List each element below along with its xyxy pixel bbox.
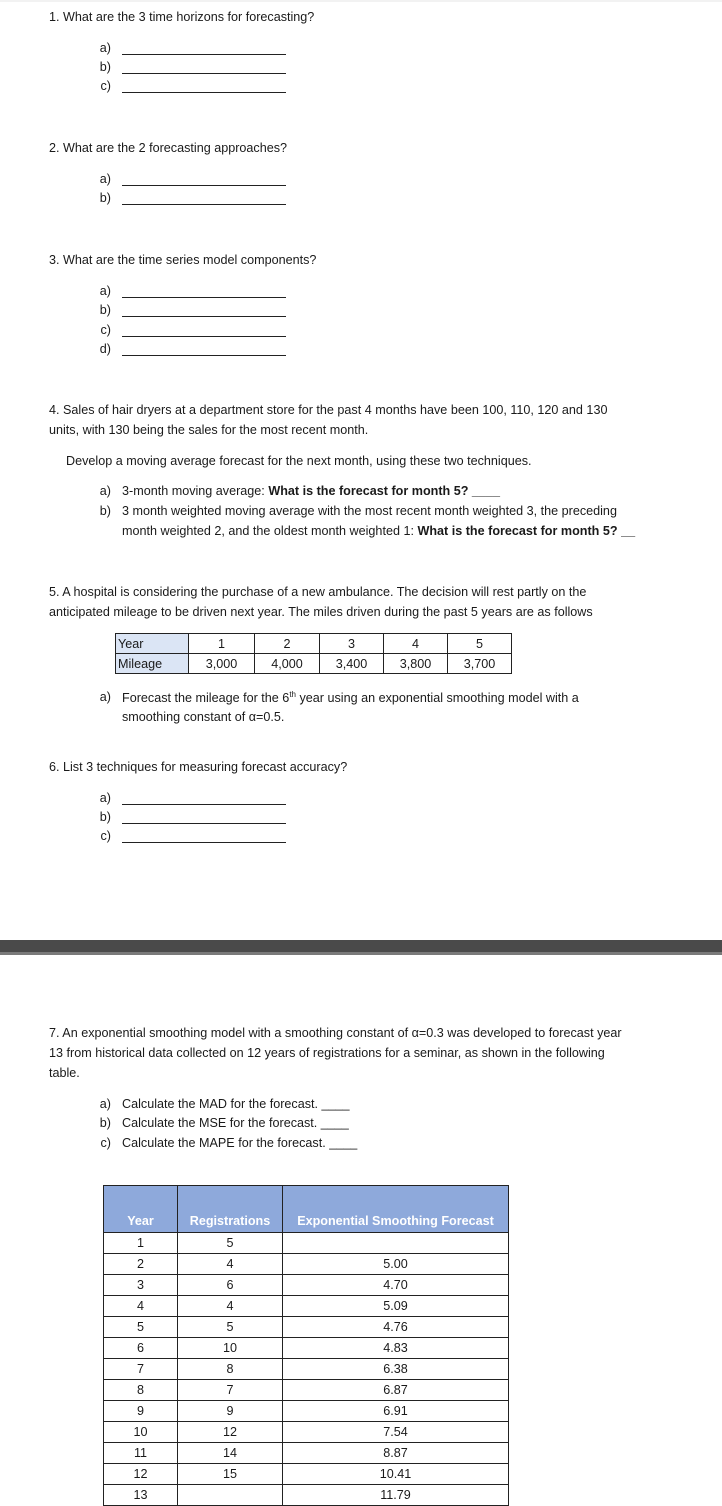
table-row — [104, 1296, 509, 1317]
registrations-cell: 4 — [178, 1254, 283, 1275]
question-7-title-line3: table. — [49, 1066, 80, 1080]
q2-answer-blank-b[interactable] — [122, 192, 286, 205]
table-row — [104, 1359, 509, 1380]
year-cell: 11 — [104, 1443, 178, 1464]
q3-answer-blank-b[interactable] — [122, 304, 286, 317]
registrations-cell: 5 — [178, 1317, 283, 1338]
question-7-title-line2: 13 from historical data collected on 12 years of registrations for a seminar, as shown in the following — [49, 1046, 605, 1060]
table-row — [104, 1233, 509, 1254]
q1-letter-c: c) — [100, 79, 111, 93]
table-row — [104, 1254, 509, 1275]
table-row — [104, 1485, 509, 1506]
header-registrations: Registrations — [178, 1186, 283, 1233]
year-cell: 4 — [104, 1296, 178, 1317]
year-cell: 2 — [104, 1254, 178, 1275]
forecast-cell: 6.91 — [283, 1401, 509, 1422]
forecast-cell: 5.09 — [283, 1296, 509, 1317]
question-7-title-line1: 7. An exponential smoothing model with a smoothing constant of α=0.3 was developed to forecast year — [49, 1026, 622, 1040]
q3-letter-d: d) — [99, 342, 111, 356]
year-cell: 10 — [104, 1422, 178, 1443]
year-cell: 5 — [104, 1317, 178, 1338]
forecast-cell — [283, 1233, 509, 1254]
forecast-cell: 10.41 — [283, 1464, 509, 1485]
q3-letter-a: a) — [99, 284, 111, 298]
q6-answer-blank-b[interactable] — [122, 811, 286, 824]
q3-answer-blank-d[interactable] — [122, 343, 286, 356]
question-4-instruction: Develop a moving average forecast for the next month, using these two techniques. — [66, 454, 532, 468]
mileage-value-cell: 4,000 — [255, 654, 320, 674]
forecast-cell: 4.76 — [283, 1317, 509, 1338]
q4-part-b-question: What is the forecast for month 5? __ — [417, 524, 636, 538]
forecast-cell: 4.83 — [283, 1338, 509, 1359]
q3-answer-blank-a[interactable] — [122, 285, 286, 298]
question-2-title: 2. What are the 2 forecasting approaches? — [49, 141, 288, 155]
q1-letter-a: a) — [99, 41, 111, 55]
forecast-cell: 6.38 — [283, 1359, 509, 1380]
mileage-year-cell: 1 — [189, 634, 255, 654]
q4-part-a: 3-month moving average: What is the forecast for month 5? ____ — [122, 484, 500, 498]
page-divider — [0, 940, 722, 955]
table-row — [104, 1275, 509, 1296]
mileage-value-cell: 3,400 — [320, 654, 384, 674]
mileage-year-cell: 4 — [384, 634, 448, 654]
registrations-cell: 14 — [178, 1443, 283, 1464]
question-1-title: 1. What are the 3 time horizons for forecasting? — [49, 10, 315, 24]
table-row — [104, 1422, 509, 1443]
q7-part-b: Calculate the MSE for the forecast. ____ — [122, 1116, 349, 1130]
q5-part-a-line2: smoothing constant of α=0.5. — [122, 710, 285, 724]
registrations-cell: 12 — [178, 1422, 283, 1443]
registrations-table — [103, 1185, 509, 1506]
registrations-cell: 7 — [178, 1380, 283, 1401]
q4-letter-a: a) — [99, 484, 111, 498]
q7-part-c: Calculate the MAPE for the forecast. ____ — [122, 1136, 358, 1150]
year-cell: 8 — [104, 1380, 178, 1401]
q6-letter-b: b) — [99, 810, 111, 824]
q4-part-a-question: What is the forecast for month 5? ____ — [268, 484, 500, 498]
mileage-year-cell: 5 — [448, 634, 512, 654]
q4-part-b-line2: month weighted 2, and the oldest month weighted 1: What is the forecast for month 5? __ — [122, 524, 636, 538]
table-row — [104, 1401, 509, 1422]
q2-answer-blank-a[interactable] — [122, 173, 286, 186]
q3-answer-blank-c[interactable] — [122, 324, 286, 337]
q1-answer-blank-c[interactable] — [122, 80, 286, 93]
registrations-cell: 10 — [178, 1338, 283, 1359]
q5-letter-a: a) — [99, 690, 111, 704]
question-4-title-line1: 4. Sales of hair dryers at a department store for the past 4 months have been 100, 110, 120 and 130 — [49, 403, 608, 417]
mileage-value-cell: 3,000 — [189, 654, 255, 674]
q2-letter-a: a) — [99, 172, 111, 186]
mileage-mileage-label: Mileage — [116, 654, 189, 674]
page-top-edge — [0, 0, 722, 2]
registrations-table-header — [104, 1186, 509, 1233]
table-row — [104, 1380, 509, 1401]
mileage-value-cell: 3,800 — [384, 654, 448, 674]
registrations-cell: 6 — [178, 1275, 283, 1296]
question-6-title: 6. List 3 techniques for measuring forecast accuracy? — [49, 760, 348, 774]
registrations-cell: 5 — [178, 1233, 283, 1254]
header-forecast: Exponential Smoothing Forecast — [283, 1186, 509, 1233]
mileage-value-cell: 3,700 — [448, 654, 512, 674]
question-3-title: 3. What are the time series model components? — [49, 253, 317, 267]
q6-letter-c: c) — [100, 829, 111, 843]
registrations-cell: 8 — [178, 1359, 283, 1380]
q6-answer-blank-c[interactable] — [122, 830, 286, 843]
forecast-cell: 8.87 — [283, 1443, 509, 1464]
q4-letter-b: b) — [99, 504, 111, 518]
header-year: Year — [104, 1186, 178, 1233]
registrations-cell: 4 — [178, 1296, 283, 1317]
table-row — [104, 1317, 509, 1338]
year-cell: 12 — [104, 1464, 178, 1485]
mileage-table — [115, 633, 512, 674]
q1-answer-blank-a[interactable] — [122, 42, 286, 55]
question-5-title-line2: anticipated mileage to be driven next year. The miles driven during the past 5 years are as follows — [49, 605, 593, 619]
question-4-title-line2: units, with 130 being the sales for the most recent month. — [49, 423, 369, 437]
forecast-cell: 4.70 — [283, 1275, 509, 1296]
registrations-cell: 9 — [178, 1401, 283, 1422]
forecast-cell: 5.00 — [283, 1254, 509, 1275]
year-cell: 1 — [104, 1233, 178, 1254]
registrations-cell: 15 — [178, 1464, 283, 1485]
q7-letter-c: c) — [100, 1136, 111, 1150]
mileage-year-cell: 2 — [255, 634, 320, 654]
year-cell: 6 — [104, 1338, 178, 1359]
mileage-year-cell: 3 — [320, 634, 384, 654]
forecast-cell: 6.87 — [283, 1380, 509, 1401]
q7-letter-b: b) — [99, 1116, 111, 1130]
q6-answer-blank-a[interactable] — [122, 792, 286, 805]
table-row — [104, 1464, 509, 1485]
question-5-title-line1: 5. A hospital is considering the purchase of a new ambulance. The decision will rest partly on the — [49, 585, 587, 599]
year-cell: 3 — [104, 1275, 178, 1296]
q1-answer-blank-b[interactable] — [122, 61, 286, 74]
forecast-cell: 7.54 — [283, 1422, 509, 1443]
q6-letter-a: a) — [99, 791, 111, 805]
q7-part-a: Calculate the MAD for the forecast. ____ — [122, 1097, 350, 1111]
q2-letter-b: b) — [99, 191, 111, 205]
q3-letter-c: c) — [100, 323, 111, 337]
registrations-cell — [178, 1485, 283, 1506]
mileage-table-mileage-row — [116, 654, 512, 674]
q4-part-b-line1: 3 month weighted moving average with the most recent month weighted 3, the preceding — [122, 504, 617, 518]
mileage-table-year-row — [116, 634, 512, 654]
table-row — [104, 1443, 509, 1464]
q5-part-a-line1: Forecast the mileage for the 6th year using an exponential smoothing model with a — [122, 690, 579, 706]
q3-letter-b: b) — [99, 303, 111, 317]
q1-letter-b: b) — [99, 60, 111, 74]
forecast-cell: 11.79 — [283, 1485, 509, 1506]
year-cell: 9 — [104, 1401, 178, 1422]
mileage-year-label: Year — [116, 634, 189, 654]
table-row — [104, 1338, 509, 1359]
year-cell: 7 — [104, 1359, 178, 1380]
year-cell: 13 — [104, 1485, 178, 1506]
q7-letter-a: a) — [99, 1097, 111, 1111]
